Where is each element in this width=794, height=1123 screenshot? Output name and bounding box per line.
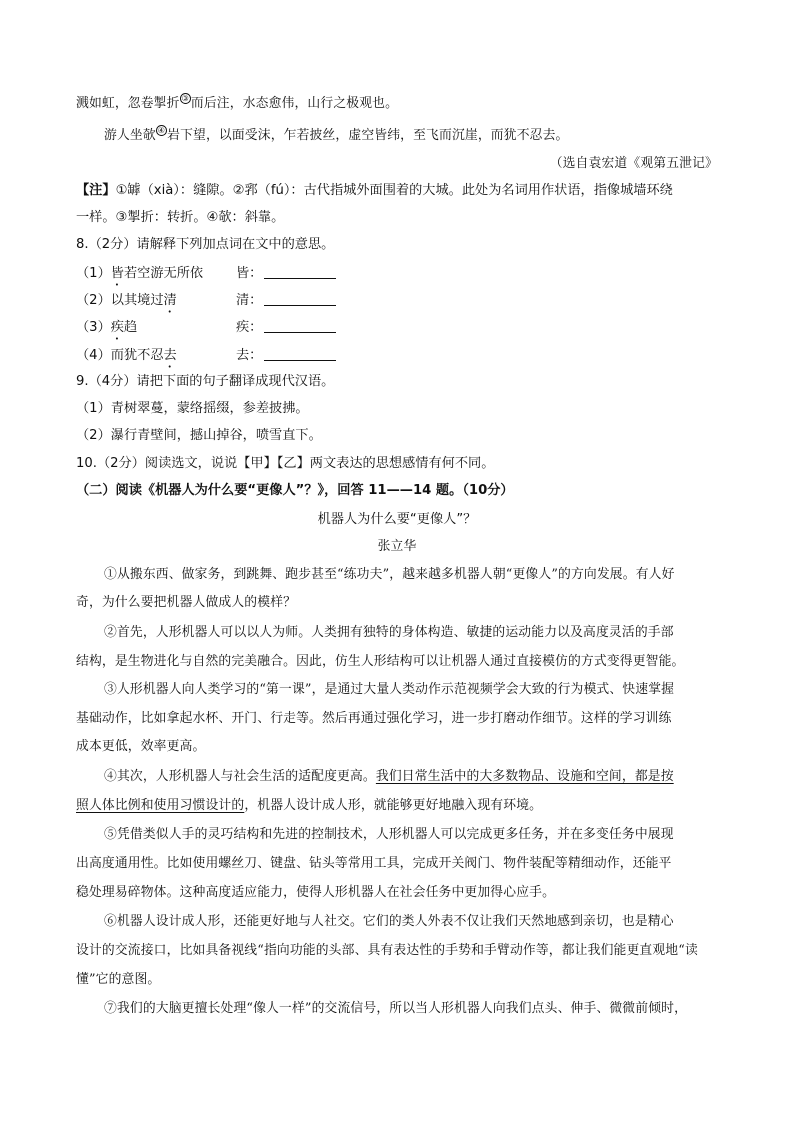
dotted-word: 皆	[110, 266, 124, 281]
q8-item: （1）皆若空游无所依 皆：	[76, 264, 336, 289]
q9-item: （1）青树翠蔓，蒙络摇缀，参差披拂。	[76, 401, 309, 416]
dotted-word: 清	[163, 293, 177, 308]
q8-item: （4）而犹不忍去 去：	[76, 346, 336, 371]
note-line: 【注】①罅（xià）：缝隙。②郛（fú）：古代指城外面围着的大城。此处为名词用作状语，指像城墙环绕	[76, 183, 673, 198]
article-line: 设计的交流接口，比如具备视线“指向功能的头部、具有表达性的手势和手臂动作等，都让我们能更直观地“读	[76, 943, 698, 958]
passage-source: （选自袁宏道《观第五泄记》	[549, 156, 718, 171]
underlined-sentence: 照人体比例和使用习惯设计的	[76, 798, 245, 813]
answer-blank[interactable]	[264, 291, 336, 306]
article-line: ⑦我们的大脑更擅长处理“像人一样”的交流信号，所以当人形机器人向我们点头、伸手、微微前倾时，	[104, 1001, 688, 1016]
article-line: ⑥机器人设计成人形，还能更好地与人社交。它们的类人外表不仅让我们天然地感到亲切，也是精心	[104, 914, 674, 929]
footnote-marker: ③	[181, 94, 189, 103]
q8-item: （3）疾趋 疾：	[76, 318, 336, 343]
article-line: 稳处理易碎物体。这种高度适应能力，使得人形机器人在社会任务中更加得心应手。	[76, 885, 556, 900]
dotted-word: 疾	[110, 320, 124, 335]
article-author: 张立华	[377, 539, 417, 554]
question-9-title: 9.（4分）请把下面的句子翻译成现代汉语。	[76, 374, 335, 389]
answer-blank[interactable]	[264, 318, 336, 333]
q9-item: （2）瀑行青壁间，撼山掉谷，喷雪直下。	[76, 428, 322, 443]
article-title: 机器人为什么要“更像人”？	[317, 512, 477, 527]
passage-line: 溅如虹，忽卷掣折 ③ 而后注，水态愈伟，山行之极观也。	[76, 94, 399, 111]
article-line: ③人形机器人向人类学习的“第一课”，是通过大量人类动作示范视频学会大致的行为模式、快速掌握	[104, 682, 675, 697]
note-line: 一样。③掣折：转折。④欹：斜靠。	[76, 210, 285, 225]
dotted-word: 去	[163, 348, 177, 363]
article-line: ⑤凭借类似人手的灵巧结构和先进的控制技术，人形机器人可以完成更多任务，并在多变任务中展现	[104, 827, 674, 842]
q8-item: （2）以其境过清 清：	[76, 291, 336, 316]
underlined-sentence: 我们日常生活中的大多数物品、设施和空间，都是按	[375, 769, 674, 784]
article-line: ④其次，人形机器人与社会生活的适配度更高。我们日常生活中的大多数物品、设施和空间，都是按	[104, 769, 674, 784]
footnote-marker: ④	[157, 126, 166, 135]
question-10-title: 10.（2分）阅读选文，说说【甲】【乙】两文表达的思想感情有何不同。	[76, 456, 495, 471]
article-line: 懂”它的意图。	[76, 972, 161, 987]
article-line: ②首先，人形机器人可以以人为师。人类拥有独特的身体构造、敏捷的运动能力以及高度灵活的手部	[104, 625, 674, 640]
section-heading: （二）阅读《机器人为什么要“更像人”？》，回答 11——14 题。（10分）	[76, 483, 514, 498]
question-8-title: 8.（2分）请解释下列加点词在文中的意思。	[76, 237, 335, 252]
article-line: ①从搬东西、做家务，到跳舞、跑步甚至“练功夫”，越来越多机器人朝“更像人”的方向发展。有人好	[104, 567, 675, 582]
article-line: 出高度通用性。比如使用螺丝刀、键盘、钻头等常用工具，完成开关阀门、物件装配等精细动作，还能平	[76, 856, 672, 871]
article-line: 成本更低，效率更高。	[76, 739, 206, 754]
answer-blank[interactable]	[264, 346, 336, 361]
article-line: 基础动作，比如拿起水杯、开门、行走等。然后再通过强化学习，进一步打磨动作细节。这样的学习训练	[76, 711, 672, 726]
article-line: 结构，是生物进化与自然的完美融合。因此，仿生人形结构可以让机器人通过直接模仿的方式变得更智能。	[76, 654, 685, 669]
answer-blank[interactable]	[264, 264, 336, 279]
note-label: 【注】	[76, 183, 116, 198]
passage-line: 游人坐欹 ④ 岩下望，以面受沫，乍若披丝，虚空皆纬，至飞而沉崖，而犹不忍去。	[104, 126, 569, 143]
article-line: 照人体比例和使用习惯设计的，机器人设计成人形，就能够更好地融入现有环境。	[76, 798, 543, 813]
article-line: 奇，为什么要把机器人做成人的模样？	[76, 595, 297, 610]
